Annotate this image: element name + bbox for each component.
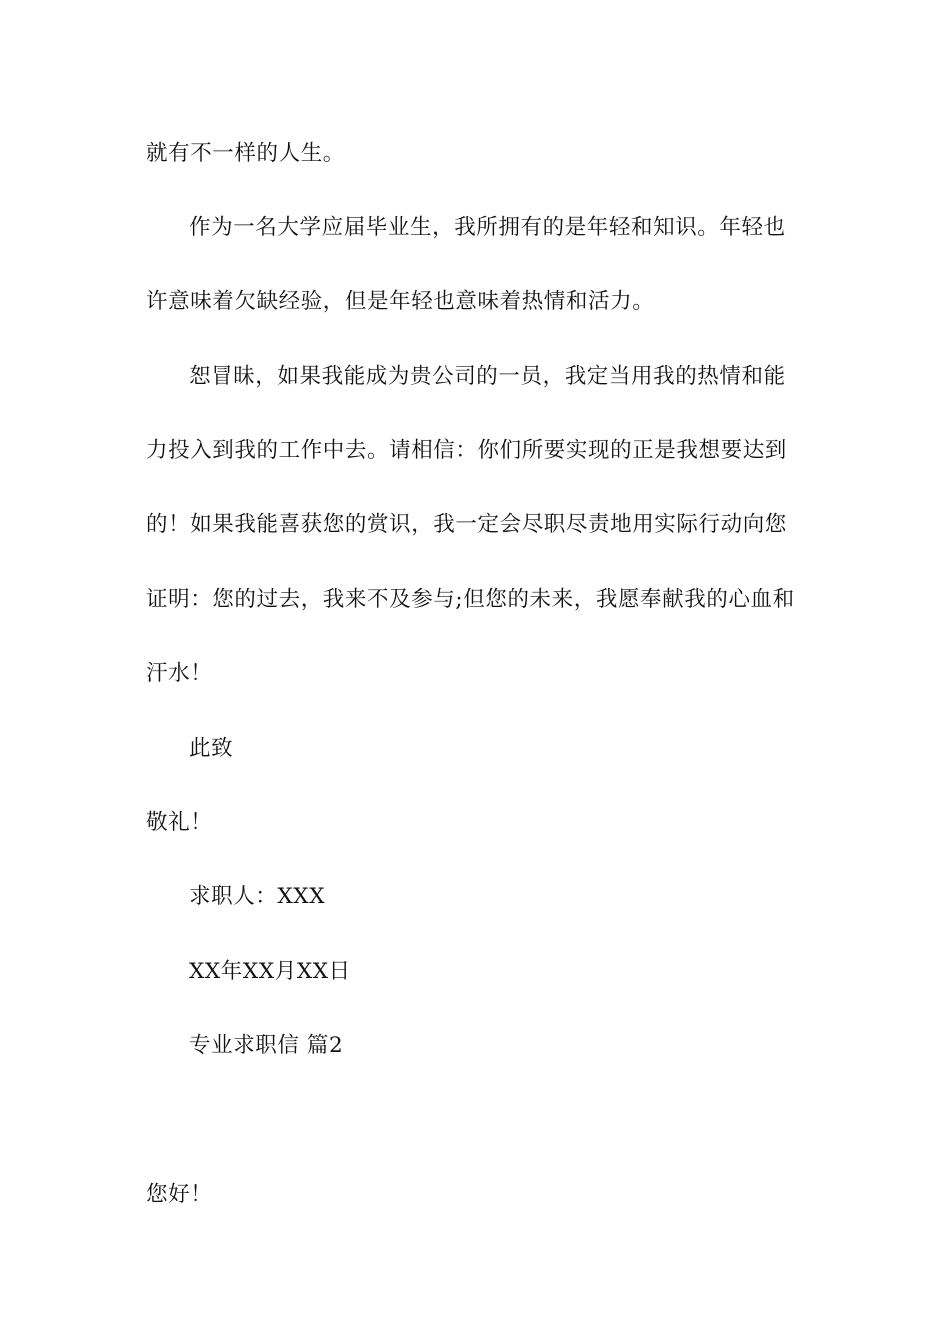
text-line: 就有不一样的人生。 [146,141,345,166]
text-line: 的！如果我能喜获您的赏识，我一定会尽职尽责地用实际行动向您 [146,512,787,537]
paragraph-line: 恕冒昧，如果我能成为贵公司的一员，我定当用我的热情和能 [189,364,786,389]
greeting: 您好！ [146,1182,213,1207]
salutation-closing: 此致 [189,736,234,761]
date-line: XX年XX月XX日 [189,959,351,984]
paragraph-line: 作为一名大学应届毕业生，我所拥有的是年轻和知识。年轻也 [189,215,786,240]
text-line: 汗水！ [146,661,213,686]
closing-regards: 敬礼！ [146,810,213,835]
text-line: 证明：您的过去，我来不及参与;但您的未来，我愿奉献我的心血和 [146,587,795,612]
text-line: 许意味着欠缺经验，但是年轻也意味着热情和活力。 [146,289,655,314]
applicant-signature: 求职人：XXX [189,884,326,909]
text-line: 力投入到我的工作中去。请相信：你们所要实现的正是我想要达到 [146,438,787,463]
section-heading: 专业求职信 篇2 [189,1033,344,1058]
